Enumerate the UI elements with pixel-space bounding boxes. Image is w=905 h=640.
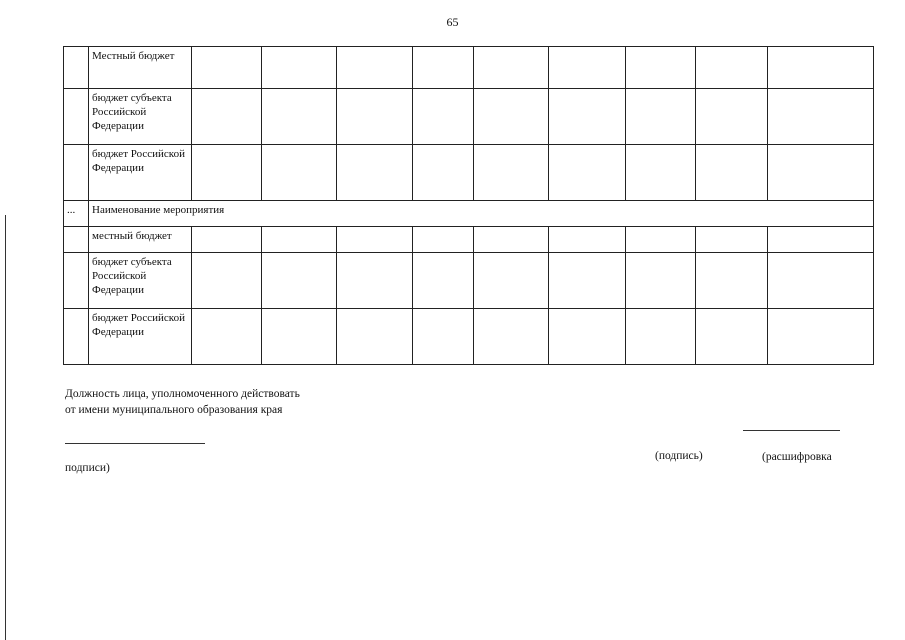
empty-value-cell <box>262 89 337 145</box>
row-number-cell <box>64 309 89 365</box>
empty-value-cell <box>474 309 549 365</box>
empty-value-cell <box>337 253 413 309</box>
empty-value-cell <box>413 227 474 253</box>
margin-line <box>5 215 6 640</box>
empty-value-cell <box>337 47 413 89</box>
position-label: Должность лица, уполномоченного действовать от имени муниципального образования края <box>65 388 300 416</box>
empty-value-cell <box>474 47 549 89</box>
row-number-cell <box>64 47 89 89</box>
page-number: 65 <box>446 15 459 29</box>
empty-value-cell <box>413 309 474 365</box>
empty-value-cell <box>768 47 874 89</box>
empty-value-cell <box>192 227 262 253</box>
empty-value-cell <box>626 227 696 253</box>
empty-value-cell <box>413 253 474 309</box>
empty-value-cell <box>474 145 549 201</box>
event-row <box>64 201 874 227</box>
empty-value-cell <box>549 145 626 201</box>
row-number-cell <box>64 89 89 145</box>
table-row <box>64 89 874 145</box>
decode-caption: (расшифровка <box>762 451 832 463</box>
decode-caption-continued: подписи) <box>65 462 110 474</box>
empty-value-cell <box>262 47 337 89</box>
empty-value-cell <box>626 47 696 89</box>
empty-value-cell <box>696 145 768 201</box>
empty-value-cell <box>626 309 696 365</box>
budget-table <box>63 46 874 365</box>
empty-value-cell <box>626 253 696 309</box>
empty-value-cell <box>337 309 413 365</box>
budget-source-label: местный бюджет <box>89 227 192 253</box>
empty-value-cell <box>768 89 874 145</box>
empty-value-cell <box>768 309 874 365</box>
empty-value-cell <box>262 227 337 253</box>
empty-value-cell <box>192 309 262 365</box>
empty-value-cell <box>192 89 262 145</box>
empty-value-cell <box>474 253 549 309</box>
empty-value-cell <box>262 145 337 201</box>
empty-value-cell <box>192 253 262 309</box>
decode-signature-line <box>743 430 840 431</box>
empty-value-cell <box>768 253 874 309</box>
table-row <box>64 253 874 309</box>
empty-value-cell <box>192 47 262 89</box>
empty-value-cell <box>549 253 626 309</box>
empty-value-cell <box>696 89 768 145</box>
empty-value-cell <box>413 89 474 145</box>
empty-value-cell <box>696 253 768 309</box>
budget-source-label: бюджет субъекта Российской Федерации <box>89 89 192 145</box>
table-row <box>64 309 874 365</box>
empty-value-cell <box>413 145 474 201</box>
budget-source-label: бюджет субъекта Российской Федерации <box>89 253 192 309</box>
empty-value-cell <box>337 227 413 253</box>
row-number-cell <box>64 253 89 309</box>
table-row <box>64 145 874 201</box>
empty-value-cell <box>413 47 474 89</box>
budget-source-label: бюджет Российской Федерации <box>89 145 192 201</box>
empty-value-cell <box>192 145 262 201</box>
empty-value-cell <box>549 309 626 365</box>
empty-value-cell <box>474 89 549 145</box>
sign-caption: (подпись) <box>655 450 703 462</box>
empty-value-cell <box>549 47 626 89</box>
budget-source-label: Местный бюджет <box>89 47 192 89</box>
empty-value-cell <box>262 309 337 365</box>
budget-source-label: бюджет Российской Федерации <box>89 309 192 365</box>
empty-value-cell <box>768 145 874 201</box>
empty-value-cell <box>768 227 874 253</box>
empty-value-cell <box>337 145 413 201</box>
empty-value-cell <box>696 309 768 365</box>
empty-value-cell <box>626 89 696 145</box>
table-row <box>64 47 874 89</box>
event-row-number: ... <box>64 201 89 227</box>
empty-value-cell <box>696 227 768 253</box>
empty-value-cell <box>337 89 413 145</box>
empty-value-cell <box>549 89 626 145</box>
empty-value-cell <box>262 253 337 309</box>
row-number-cell <box>64 227 89 253</box>
empty-value-cell <box>549 227 626 253</box>
row-number-cell <box>64 145 89 201</box>
table-row <box>64 227 874 253</box>
empty-value-cell <box>626 145 696 201</box>
empty-value-cell <box>474 227 549 253</box>
position-signature-line <box>65 443 205 444</box>
event-row-title: Наименование мероприятия <box>89 201 874 227</box>
empty-value-cell <box>696 47 768 89</box>
